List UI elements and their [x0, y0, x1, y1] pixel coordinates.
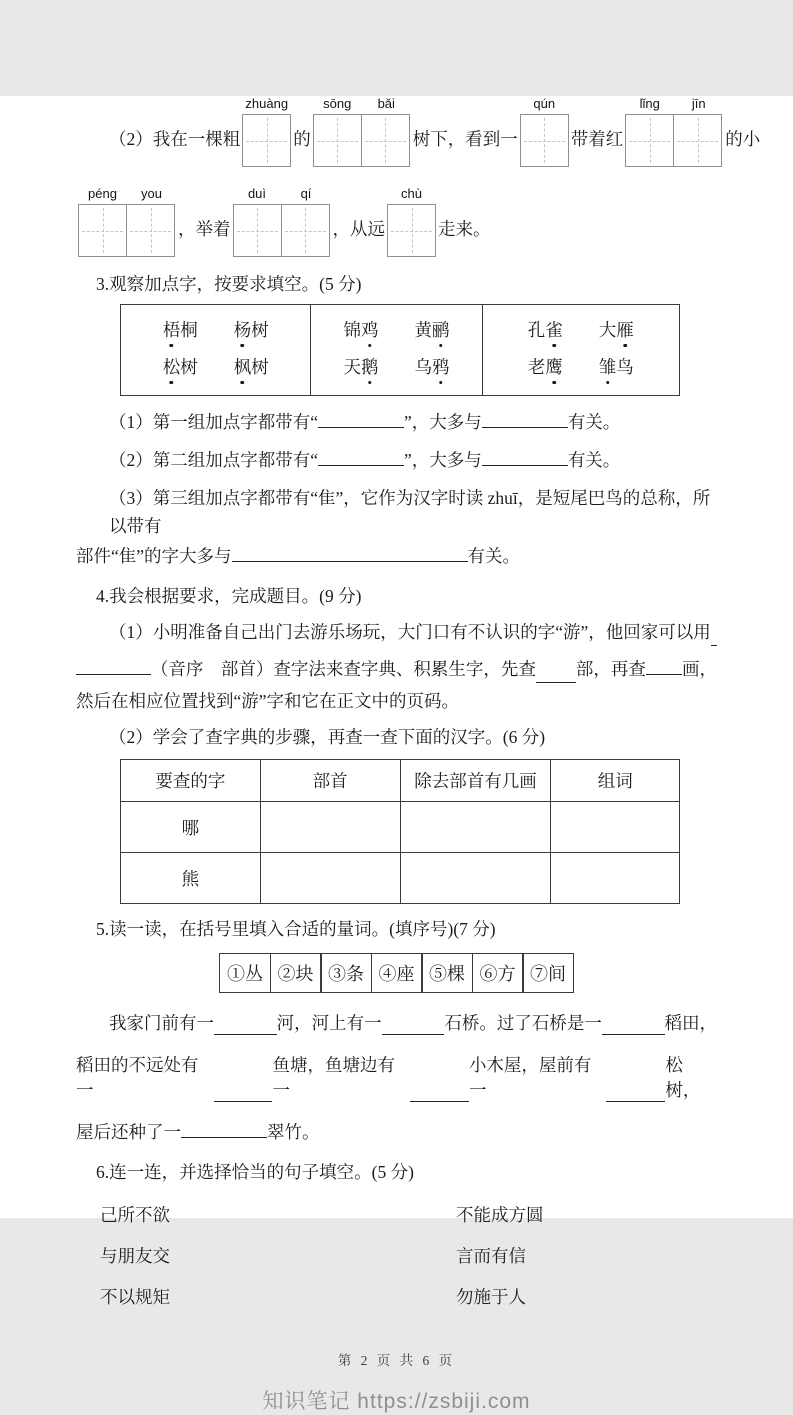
writing-box-zhuang: [242, 96, 291, 167]
answer-blank[interactable]: [536, 665, 576, 683]
q5-text: 我家门前有一: [109, 1013, 214, 1033]
q4-text: （1）小明准备自己出门去游乐场玩，大门口有不认识的字“游”，他回家可以用: [109, 622, 711, 642]
option-item: ③条: [320, 953, 372, 993]
q3-sub2-text: ”，大多与: [404, 450, 482, 470]
q6-match-row: [100, 1284, 717, 1309]
answer-blank[interactable]: [482, 410, 568, 428]
q3-sub3-line2: [76, 542, 717, 570]
q6-right-item[interactable]: 言而有信: [456, 1246, 526, 1266]
q4-sub1-line3: 然后在相应位置找到“游”字和它在正文中的页码。: [76, 691, 460, 711]
q3-sub3-line1: （3）第三组加点字都带有“隹”，它作为汉字时读 zhuī，是短尾巴鸟的总称，所以带有: [109, 488, 711, 536]
q5-title: 5.读一读，在括号里填入合适的量词。(填序号)(7 分): [96, 919, 496, 939]
answer-cell[interactable]: [551, 802, 680, 853]
pinyin-label: qí: [300, 186, 312, 201]
option-item: ⑦间: [522, 953, 574, 993]
q3-sub3-text: 有关。: [467, 546, 521, 566]
dotted-word: 雏鸟: [599, 354, 634, 379]
q3-sub2-text: 有关。: [567, 450, 621, 470]
pinyin-label: péng: [88, 186, 117, 201]
dotted-word: 黄鹂: [414, 317, 449, 342]
q6-match-row: [100, 1202, 717, 1227]
writing-cell[interactable]: [281, 204, 330, 257]
q6-right-item[interactable]: 不能成方圆: [456, 1205, 544, 1225]
fill-text: 的: [293, 129, 311, 149]
pinyin-label: duì: [247, 186, 267, 201]
q6-left-item[interactable]: 不以规矩: [100, 1287, 170, 1307]
q6-match-row: [100, 1243, 717, 1268]
table-row: [121, 853, 680, 904]
column-header: 要查的字: [121, 760, 261, 802]
q3-sub2: [109, 446, 717, 474]
q3-group-3: [482, 305, 679, 395]
lookup-char: 熊: [121, 853, 261, 904]
fill-text: ，举着: [178, 219, 231, 239]
writing-box-chu: [387, 186, 436, 257]
answer-blank[interactable]: [232, 544, 468, 562]
fill-text: 带着红: [570, 129, 624, 149]
q5-text: 稻田的不远处有一: [76, 1055, 199, 1100]
option-item: ②块: [270, 953, 322, 993]
q4-text: 部，再查: [575, 659, 646, 679]
option-item: ④座: [371, 953, 423, 993]
dotted-word: 孔雀: [528, 317, 563, 342]
answer-blank[interactable]: [214, 1017, 277, 1035]
table-header-row: [121, 760, 680, 802]
lookup-char: 哪: [121, 802, 261, 853]
q4-dictionary-table: [120, 759, 680, 904]
q4-sub1-line1: [109, 618, 717, 646]
option-item: ①丛: [219, 953, 271, 993]
pinyin-label: you: [141, 186, 162, 201]
answer-blank[interactable]: [214, 1084, 273, 1102]
writing-box-ling-jin: [625, 96, 723, 167]
pinyin-label: lǐng: [639, 96, 660, 111]
writing-cell[interactable]: [673, 114, 722, 167]
q3-sub2-text: （2）第二组加点字都带有“: [109, 450, 319, 470]
pinyin-label: chù: [401, 186, 422, 201]
q4-sub1-line2: [76, 655, 717, 683]
dotted-word: 杨树: [234, 317, 269, 342]
answer-cell[interactable]: [260, 853, 400, 904]
q6-left-item[interactable]: 与朋友交: [100, 1246, 170, 1266]
q3-sub1-text: （1）第一组加点字都带有“: [109, 412, 319, 432]
pinyin-fill-line-1: [109, 96, 761, 167]
q3-sub1-text: ”，大多与: [404, 412, 482, 432]
pinyin-label: jīn: [691, 96, 706, 111]
writing-cell[interactable]: [126, 204, 175, 257]
writing-box-dui-qi: [233, 186, 331, 257]
answer-blank[interactable]: [318, 448, 404, 466]
q3-sub1-text: 有关。: [567, 412, 621, 432]
q3-title: 3.观察加点字，按要求填空。(5 分): [96, 274, 362, 294]
q5-measure-word-options: [219, 953, 574, 993]
fill-text: ，从远: [332, 219, 385, 239]
dotted-word: 松树: [163, 354, 198, 379]
q3-sub3-text: 部件“隹”的字大多与: [76, 546, 232, 566]
fill-text: 走来。: [438, 219, 491, 239]
q5-text: 鱼塘，鱼塘边有一: [272, 1055, 395, 1100]
answer-blank[interactable]: [646, 657, 682, 675]
q5-text: 河，河上有一: [276, 1013, 382, 1033]
q4-title: 4.我会根据要求，完成题目。(9 分): [96, 586, 362, 606]
q5-text: 小木屋，屋前有一: [468, 1055, 592, 1100]
writing-box-qun: [520, 96, 569, 167]
answer-blank[interactable]: [382, 1017, 445, 1035]
table-row: [121, 802, 680, 853]
dotted-word: 乌鸦: [414, 354, 449, 379]
dotted-word: 锦鸡: [343, 317, 378, 342]
writing-cell[interactable]: [242, 114, 291, 167]
answer-cell[interactable]: [400, 853, 551, 904]
answer-blank[interactable]: [318, 410, 404, 428]
pinyin-label: zhuàng: [245, 96, 289, 111]
answer-blank[interactable]: [482, 448, 568, 466]
q5-sentence-2: [76, 1052, 717, 1102]
q6-left-item[interactable]: 己所不欲: [100, 1205, 170, 1225]
q3-character-table: [120, 304, 680, 396]
q3-group-1: [121, 305, 310, 395]
q6-title: 6.连一连，并选择恰当的句子填空。(5 分): [96, 1162, 414, 1182]
answer-cell[interactable]: [260, 802, 400, 853]
option-item: ⑥方: [472, 953, 524, 993]
q5-text: 松树，: [665, 1055, 701, 1100]
writing-box-song-bai: [313, 96, 411, 167]
column-header: 组词: [551, 760, 680, 802]
dotted-word: 天鹅: [343, 354, 378, 379]
pinyin-label: sōng: [323, 96, 352, 111]
q3-group-2: [310, 305, 481, 395]
fill-text: （2）我在一棵粗: [109, 129, 241, 149]
writing-cell[interactable]: [233, 204, 282, 257]
q4-text: 画，: [682, 659, 717, 679]
option-item: ⑤棵: [421, 953, 473, 993]
q5-text: 石桥。过了石桥是一: [444, 1013, 602, 1033]
answer-blank[interactable]: [76, 657, 151, 675]
answer-blank[interactable]: [602, 1017, 665, 1035]
pinyin-label: bǎi: [377, 96, 395, 111]
fill-text: 树下，看到一: [412, 129, 518, 149]
q5-text: 稻田，: [664, 1013, 718, 1033]
writing-cell[interactable]: [78, 204, 127, 257]
page-number: 第 2 页 共 6 页: [337, 1353, 456, 1368]
answer-blank[interactable]: [606, 1084, 665, 1102]
writing-cell[interactable]: [387, 204, 436, 257]
q4-sub2-title: （2）学会了查字典的步骤，再查一查下面的汉字。(6 分): [109, 727, 546, 747]
column-header: 除去部首有几画: [400, 760, 551, 802]
q3-sub1: [109, 408, 717, 436]
dotted-word: 大雁: [599, 317, 634, 342]
q4-text: （音序 部首）查字法来查字典、积累生字，先查: [150, 659, 536, 679]
exam-page: [0, 96, 793, 1413]
writing-box-peng-you: [78, 186, 176, 257]
writing-cell[interactable]: [313, 114, 362, 167]
watermark: 知识笔记 https://zsbiji.com: [262, 1390, 531, 1413]
answer-blank[interactable]: [410, 1084, 469, 1102]
dotted-word: 老鹰: [528, 354, 563, 379]
dotted-word: 梧桐: [163, 317, 198, 342]
q5-text: 翠竹。: [267, 1122, 320, 1142]
writing-cell[interactable]: [625, 114, 674, 167]
column-header: 部首: [260, 760, 400, 802]
answer-blank[interactable]: [711, 628, 717, 646]
answer-cell[interactable]: [551, 853, 680, 904]
answer-cell[interactable]: [400, 802, 551, 853]
dotted-word: 枫树: [234, 354, 269, 379]
fill-text: 的小: [725, 129, 761, 149]
writing-cell[interactable]: [520, 114, 569, 167]
q5-sentence-1: [76, 1010, 717, 1035]
answer-blank[interactable]: [181, 1120, 267, 1138]
q6-right-item[interactable]: 勿施于人: [456, 1287, 526, 1307]
pinyin-fill-line-2: [76, 186, 717, 257]
q5-text: 屋后还种了一: [76, 1122, 181, 1142]
pinyin-label: qún: [533, 96, 556, 111]
q5-sentence-3: [76, 1119, 717, 1144]
writing-cell[interactable]: [361, 114, 410, 167]
